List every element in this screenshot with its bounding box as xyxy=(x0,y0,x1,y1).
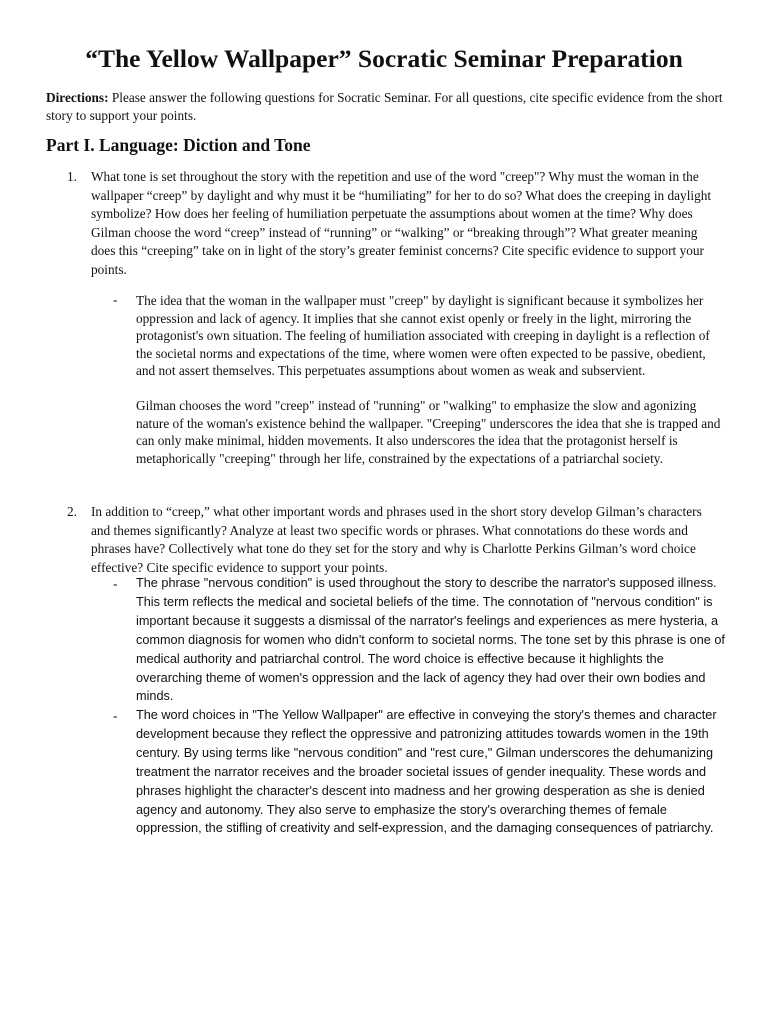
question-number: 1. xyxy=(67,169,77,184)
answer-paragraph: Gilman chooses the word "creep" instead of "running" or "walking" to emphasize the slow and agonizing nature of the woman's existence behind the wallpaper. "Creeping" underscores the idea that she is trapped and can only make minimal, hidden movements. It also underscores the idea that the protagonist herself is metaphorically "creeping" through her life, constrained by the expectations of a patriarchal society. xyxy=(136,398,721,466)
answer-bullet: - xyxy=(113,292,118,307)
answer-paragraph: The idea that the woman in the wallpaper must "creep" by daylight is significant because it symbolizes her oppression and lack of agency. It implies that she cannot exist openly or freely in the light, mirroring the protagonist's own situation. The feeling of humiliation associated with creeping in daylight is a reflection of the societal norms and expectations of the time, where women were often expected to be passive, obedient, and not assert themselves. This perpetuates assumptions about women as weak and subservient. xyxy=(136,293,710,379)
answer-bullet: - xyxy=(113,576,118,591)
directions-label: Directions: xyxy=(46,90,109,105)
document-title: “The Yellow Wallpaper” Socratic Seminar Preparation xyxy=(85,44,683,73)
part-heading: Part I. Language: Diction and Tone xyxy=(46,135,311,155)
directions-paragraph xyxy=(46,89,726,124)
question-number: 2. xyxy=(67,504,77,519)
answer-bullet: - xyxy=(113,708,118,723)
answer-paragraph: The word choices in "The Yellow Wallpaper" are effective in conveying the story's themes and character development because they reflect the oppressive and patronizing attitudes towards women in the 19th century. By using terms like "nervous condition" and "rest cure," Gilman underscores the dehumanizing treatment the narrator receives and the broader societal issues of gender inequality. These words and phrases highlight the character's descent into madness and her growing desperation as she is denied agency and autonomy. They also serve to emphasize the story's overarching themes of female oppression, the stifling of creativity and self-expression, and the damaging consequences of patriarchy. xyxy=(136,708,717,836)
question-text: In addition to “creep,” what other important words and phrases used in the short story develop Gilman’s characters and themes significantly? Analyze at least two specific words or phrases. What connotations do these words and phrases have? Collectively what tone do they set for the story and why is Charlotte Perkins Gilman’s word choice effective? Cite specific evidence to support your points. xyxy=(91,504,702,575)
answer-paragraph: The phrase "nervous condition" is used throughout the story to describe the narrator's supposed illness. This term reflects the medical and societal beliefs of the time. The connotation of "nervous condition" is important because it suggests a dismissal of the narrator's feelings and experiences as mere hysteria, a common diagnosis for women who didn't conform to societal norms. The tone set by this phrase is one of medical authority and patriarchal control. The word choice is effective because it highlights the overarching theme of women's oppression and the lack of agency they had over their own bodies and minds. xyxy=(136,576,725,704)
question-text: What tone is set throughout the story with the repetition and use of the word "creep"? Why must the woman in the wallpaper “creep” by daylight and why must it be “humiliating” for her to do so? What does the creeping in daylight symbolize? How does her feeling of humiliation perpetuate the assumptions about women at the time? Why does Gilman choose the word “creep” instead of “running” or “walking” or “breaking through”? What greater meaning does this “creeping” take on in light of the story’s greater feminist concerns? Cite specific evidence to support your points. xyxy=(91,169,712,277)
directions-text: Please answer the following questions for Socratic Seminar. For all questions, cite specific evidence from the short story to support your points. xyxy=(46,90,723,123)
